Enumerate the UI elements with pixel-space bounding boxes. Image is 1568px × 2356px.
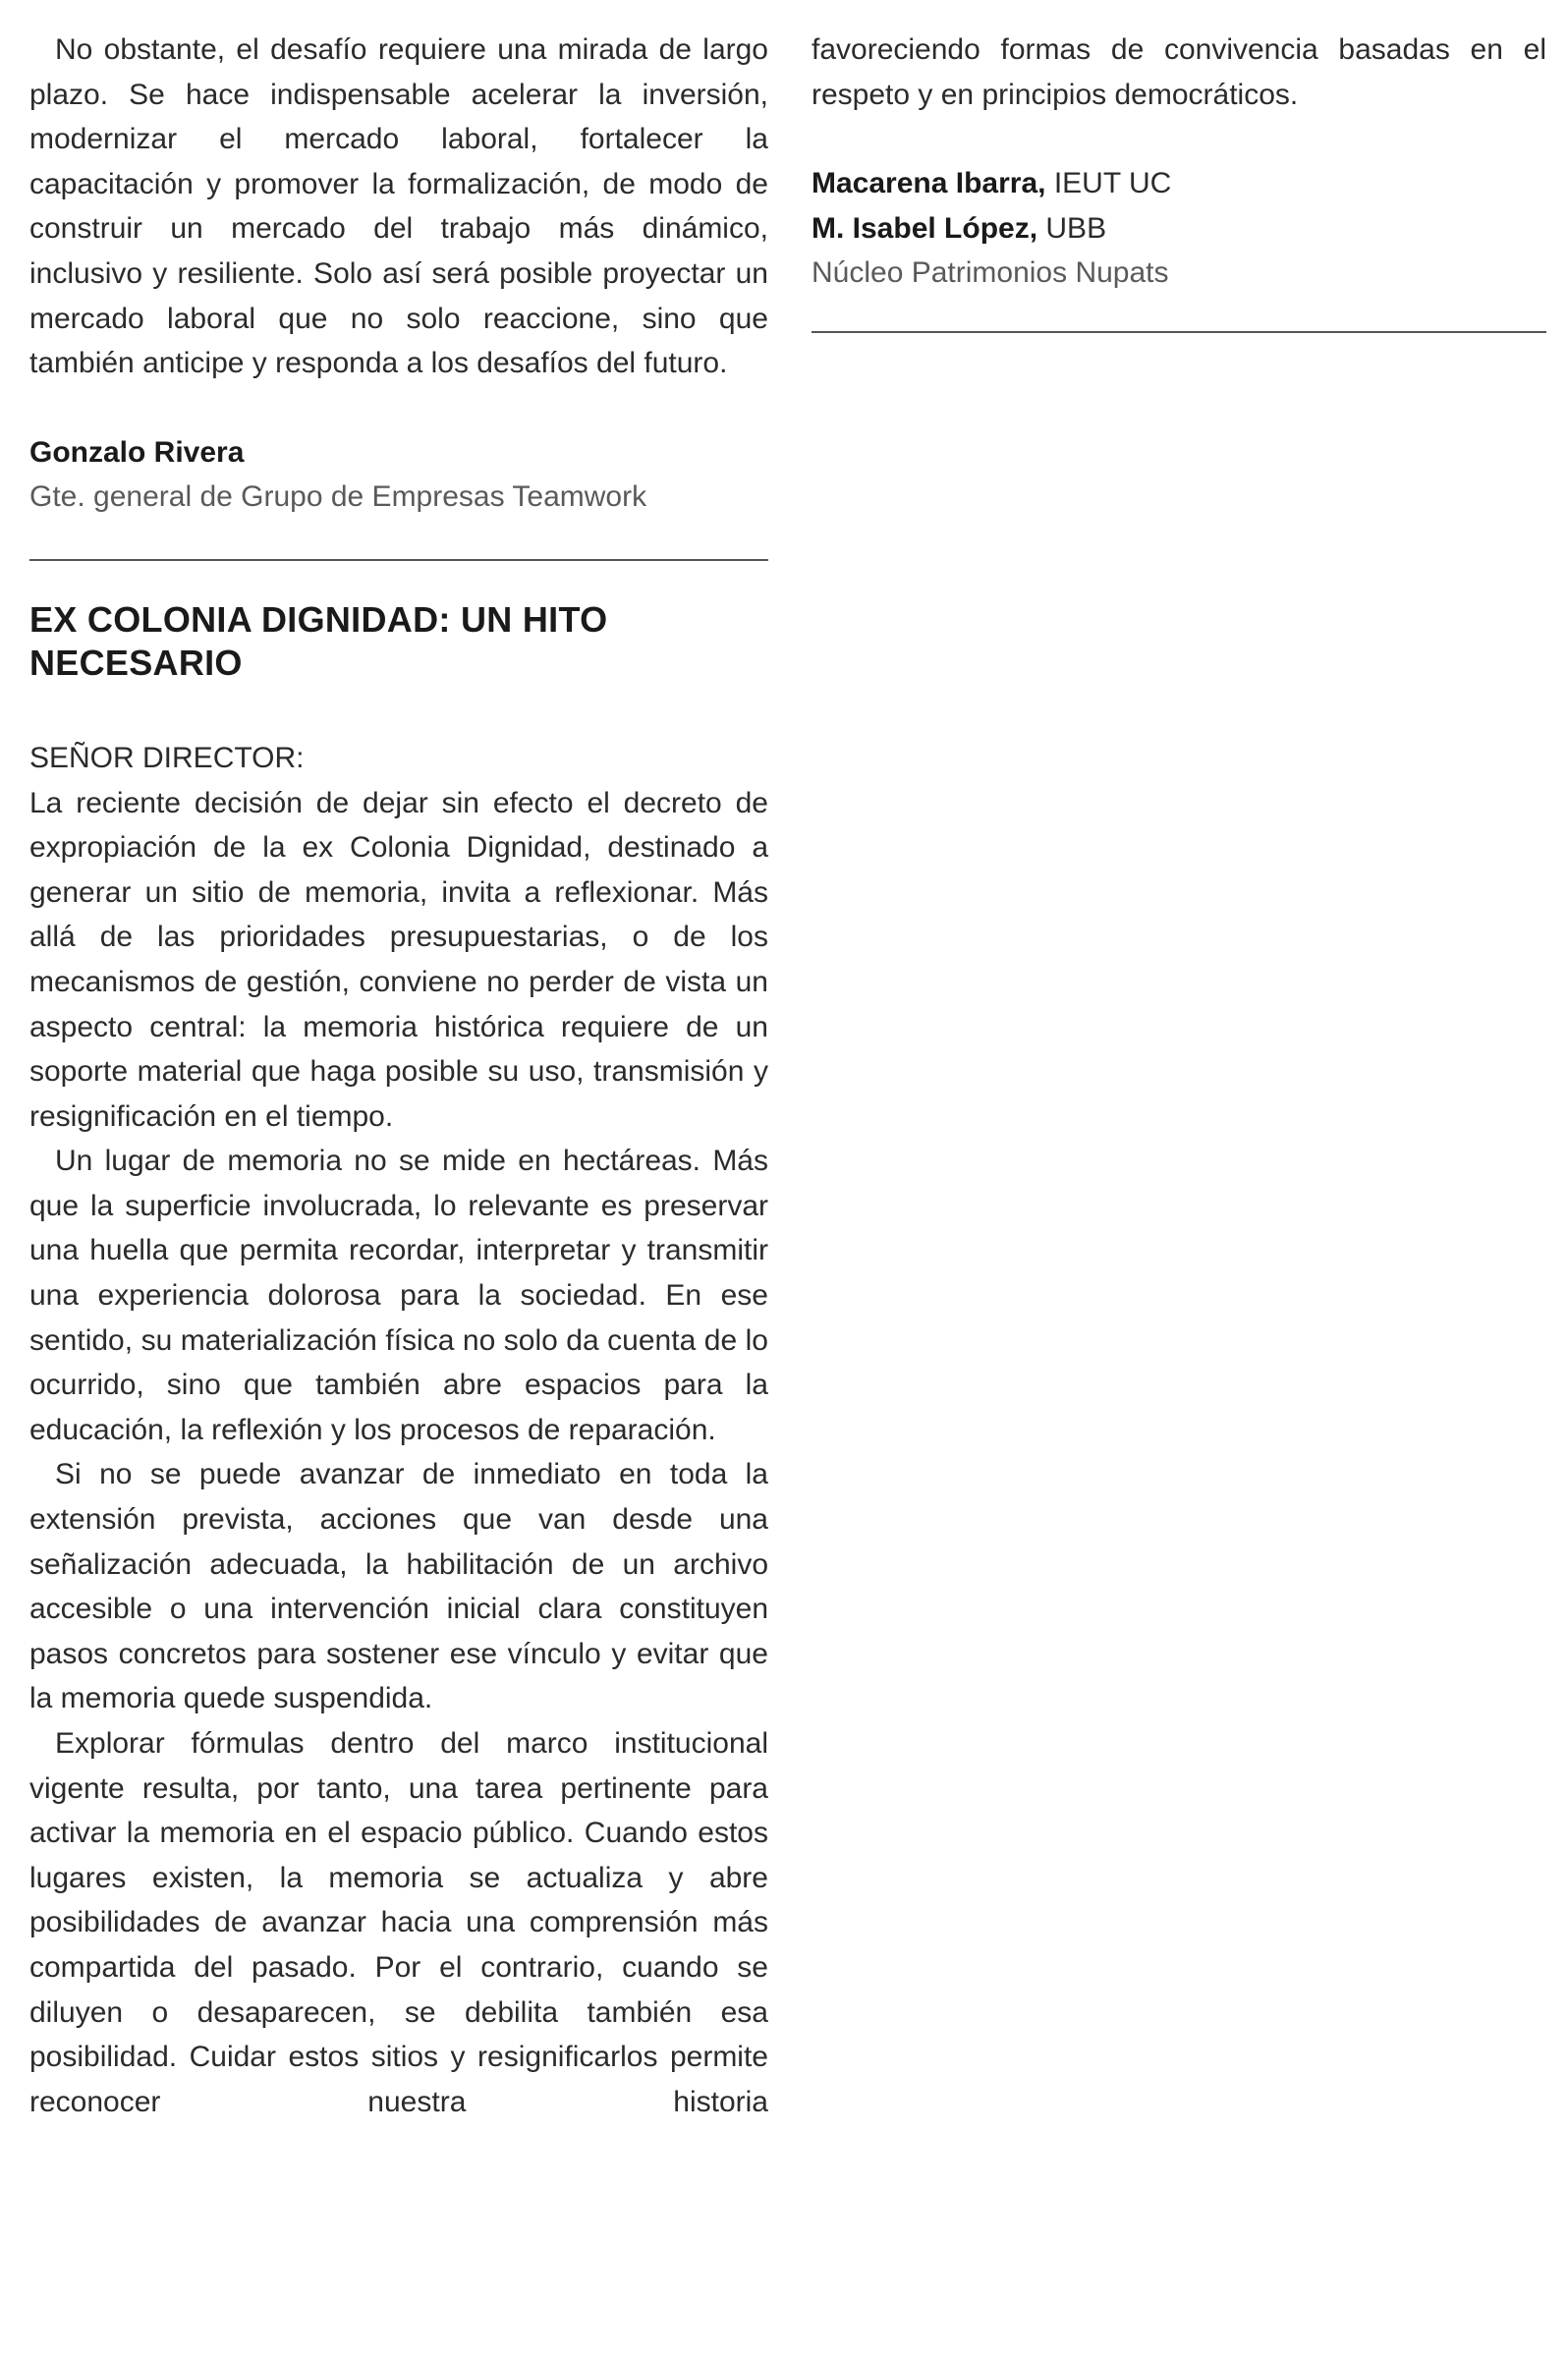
signature-affiliation: Gte. general de Grupo de Empresas Teamwork — [29, 480, 647, 514]
co-signature-name: M. Isabel López, — [812, 211, 1038, 245]
letter-headline: EX COLONIA DIGNIDAD: UN HITO NECESARIO — [29, 598, 608, 683]
co-signature-block — [812, 161, 1546, 296]
letter-paragraph: Un lugar de memoria no se mide en hectáreas. Más que la superficie involucrada, lo relevante es preservar una huella que permita recordar, interpretar y transmitir una experiencia dolorosa para la sociedad. En ese sentido, su materialización física no solo da cuenta de lo ocurrido, sino que también abre espacios para la educación, la reflexión y los procesos de reparación. — [29, 1145, 768, 1446]
left-column — [29, 28, 768, 2124]
letter-paragraph: La reciente decisión de dejar sin efecto el decreto de expropiación de la ex Colonia Dignidad, destinado a generar un sitio de memoria, invita a reflexionar. Más allá de las prioridades presupuestarias, o de los mecanismos de gestión, conviene no perder de vista un aspecto central: la memoria histórica requiere de un soporte material que haga posible su uso, transmisión y resignificación en el tiempo. — [29, 786, 768, 1133]
signature-block — [29, 430, 768, 520]
intro-paragraph: No obstante, el desafío requiere una mirada de largo plazo. Se hace indispensable acelerar la inversión, modernizar el mercado laboral, fortalecer la capacitación y promover la formalización, de modo de construir un mercado del trabajo más dinámico, inclusivo y resiliente. Solo así será posible proyectar un mercado laboral que no solo reaccione, sino que también anticipe y responda a los desafíos del futuro. — [29, 33, 768, 380]
continuation-paragraph: favoreciendo formas de convivencia basadas en el respeto y en principios democráticos. — [812, 33, 1546, 111]
section-divider — [812, 331, 1546, 333]
letter-paragraph: Explorar fórmulas dentro del marco institucional vigente resulta, por tanto, una tarea pertinente para activar la memoria en el espacio público. Cuando estos lugares existen, la memoria se actualiza y abre posibilidades de avanzar hacia una comprensión más compartida del pasado. Por el contrario, cuando se diluyen o desaparecen, se debilita también esa posibilidad. Cuidar estos sitios y resignificarlos permite reconocer nuestra historia — [29, 1727, 768, 2118]
co-signature-name: Macarena Ibarra, — [812, 167, 1046, 200]
letter-paragraph: Si no se puede avanzar de inmediato en toda la extensión prevista, acciones que van desde una señalización adecuada, la habilitación de un archivo accesible o una intervención inicial clara constituyen pasos concretos para sostener ese vínculo y evitar que la memoria quede suspendida. — [29, 1458, 768, 1715]
section-divider — [29, 559, 768, 561]
co-signature-affiliation: IEUT UC — [1053, 167, 1172, 200]
right-column — [812, 28, 1546, 333]
co-signature-group: Núcleo Patrimonios Nupats — [812, 256, 1169, 290]
co-signature — [812, 161, 1546, 206]
co-signature-affiliation: UBB — [1045, 211, 1107, 245]
signature-name: Gonzalo Rivera — [29, 435, 245, 469]
co-signature — [812, 206, 1546, 252]
letter-salutation: SEÑOR DIRECTOR: — [29, 741, 305, 774]
